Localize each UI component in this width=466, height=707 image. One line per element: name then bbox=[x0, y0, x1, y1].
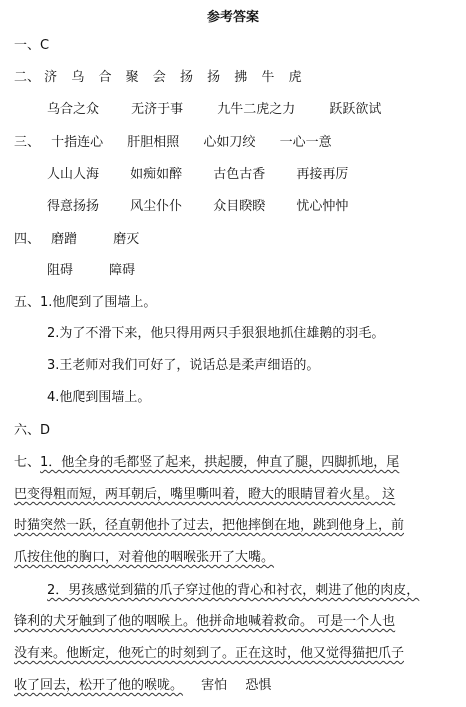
idiom: 十指连心 bbox=[51, 135, 104, 150]
char: 扬 bbox=[207, 70, 221, 85]
section-number: 二、 bbox=[14, 70, 41, 85]
feeling-word: 恐惧 bbox=[245, 678, 272, 693]
section-3-row-1 bbox=[14, 134, 332, 152]
char: 合 bbox=[98, 70, 112, 85]
sentence: 1.他爬到了围墙上。 bbox=[40, 295, 157, 310]
idiom: 肝胆相照 bbox=[127, 135, 180, 150]
section-7-line-8 bbox=[14, 677, 271, 695]
answer: D bbox=[40, 423, 51, 438]
excerpt-text: 爪按住他的胸口，对着他的咽喉张开了大嘴。 bbox=[14, 550, 275, 565]
char: 虎 bbox=[288, 70, 302, 85]
section-2-chars bbox=[14, 69, 312, 87]
section-6 bbox=[14, 422, 50, 440]
idiom: 忧心忡忡 bbox=[296, 199, 349, 214]
idiom: 一心一意 bbox=[279, 135, 332, 150]
word: 阻碍 bbox=[47, 263, 74, 278]
section-number: 四、 bbox=[14, 232, 41, 247]
idiom: 风尘仆仆 bbox=[130, 199, 183, 214]
idiom: 九牛二虎之力 bbox=[217, 102, 296, 117]
idiom: 古色古香 bbox=[213, 167, 266, 182]
excerpt-text: 没有来。他断定，他死亡的时刻到了。正在这时，他又觉得猫把爪子 bbox=[14, 646, 405, 661]
char: 济 bbox=[44, 70, 58, 85]
section-3-row-2 bbox=[47, 166, 348, 184]
char: 牛 bbox=[261, 70, 275, 85]
section-2-idioms bbox=[47, 101, 381, 119]
section-7-line-4 bbox=[14, 549, 274, 567]
section-7-line-7 bbox=[14, 645, 404, 663]
idiom: 无济于事 bbox=[131, 102, 184, 117]
sentence: 3.王老师对我们可好了，说话总是柔声细语的。 bbox=[47, 358, 320, 373]
word: 磨蹭 bbox=[51, 232, 78, 247]
excerpt-text: 2．男孩感觉到猫的爪子穿过他的背心和衬衣，刺进了他的肉皮， bbox=[47, 583, 420, 598]
section-7-line-1 bbox=[14, 454, 399, 472]
section-5-item-1 bbox=[14, 294, 156, 312]
feeling-word: 害怕 bbox=[201, 678, 228, 693]
section-5-item-4 bbox=[47, 389, 150, 407]
section-number: 六、 bbox=[14, 423, 41, 438]
section-number: 七、 bbox=[14, 455, 41, 470]
excerpt-text: 1．他全身的毛都竖了起来，拱起腰，伸直了腿，四脚抓地，尾 bbox=[40, 455, 400, 470]
idiom: 再接再厉 bbox=[296, 167, 349, 182]
section-7-line-5 bbox=[47, 582, 419, 600]
excerpt-text: 巴变得粗而短，两耳朝后，嘴里嘶叫着，瞪大的眼睛冒着火星。 这 bbox=[14, 487, 396, 502]
idiom: 如痴如醉 bbox=[130, 167, 183, 182]
section-3-row-3 bbox=[47, 198, 348, 216]
excerpt-text: 收了回去，松开了他的喉咙。 bbox=[14, 678, 184, 693]
sentence: 4.他爬到围墙上。 bbox=[47, 390, 151, 405]
idiom: 得意扬扬 bbox=[47, 199, 100, 214]
word: 障碍 bbox=[109, 263, 136, 278]
section-5-item-2 bbox=[47, 325, 384, 343]
idiom: 人山人海 bbox=[47, 167, 100, 182]
section-4-row-1 bbox=[14, 231, 139, 249]
idiom: 众目睽睽 bbox=[213, 199, 266, 214]
section-number: 五、 bbox=[14, 295, 41, 310]
section-number: 三、 bbox=[14, 135, 41, 150]
answer: C bbox=[40, 38, 50, 53]
section-4-row-2 bbox=[47, 262, 135, 280]
char: 会 bbox=[152, 70, 166, 85]
section-7-line-3 bbox=[14, 517, 404, 535]
char: 乌 bbox=[71, 70, 85, 85]
sentence: 2.为了不滑下来，他只得用两只手狠狠地抓住雄鹅的羽毛。 bbox=[47, 326, 385, 341]
word: 磨灭 bbox=[113, 232, 140, 247]
section-7-line-6 bbox=[14, 613, 395, 631]
char: 扬 bbox=[179, 70, 193, 85]
char: 聚 bbox=[125, 70, 139, 85]
excerpt-text: 时猫突然一跃，径直朝他扑了过去，把他摔倒在地，跳到他身上，前 bbox=[14, 518, 405, 533]
section-1 bbox=[14, 37, 49, 55]
idiom: 乌合之众 bbox=[47, 102, 100, 117]
section-number: 一、 bbox=[14, 38, 41, 53]
section-5-item-3 bbox=[47, 357, 319, 375]
idiom: 心如刀绞 bbox=[203, 135, 256, 150]
excerpt-text: 锋利的犬牙触到了他的咽喉上。他拼命地喊着救命。 可是一个人也 bbox=[14, 614, 396, 629]
page-title: 参考答案 bbox=[206, 10, 259, 25]
idiom: 跃跃欲试 bbox=[329, 102, 382, 117]
section-7-line-2 bbox=[14, 486, 395, 504]
char: 拂 bbox=[234, 70, 248, 85]
